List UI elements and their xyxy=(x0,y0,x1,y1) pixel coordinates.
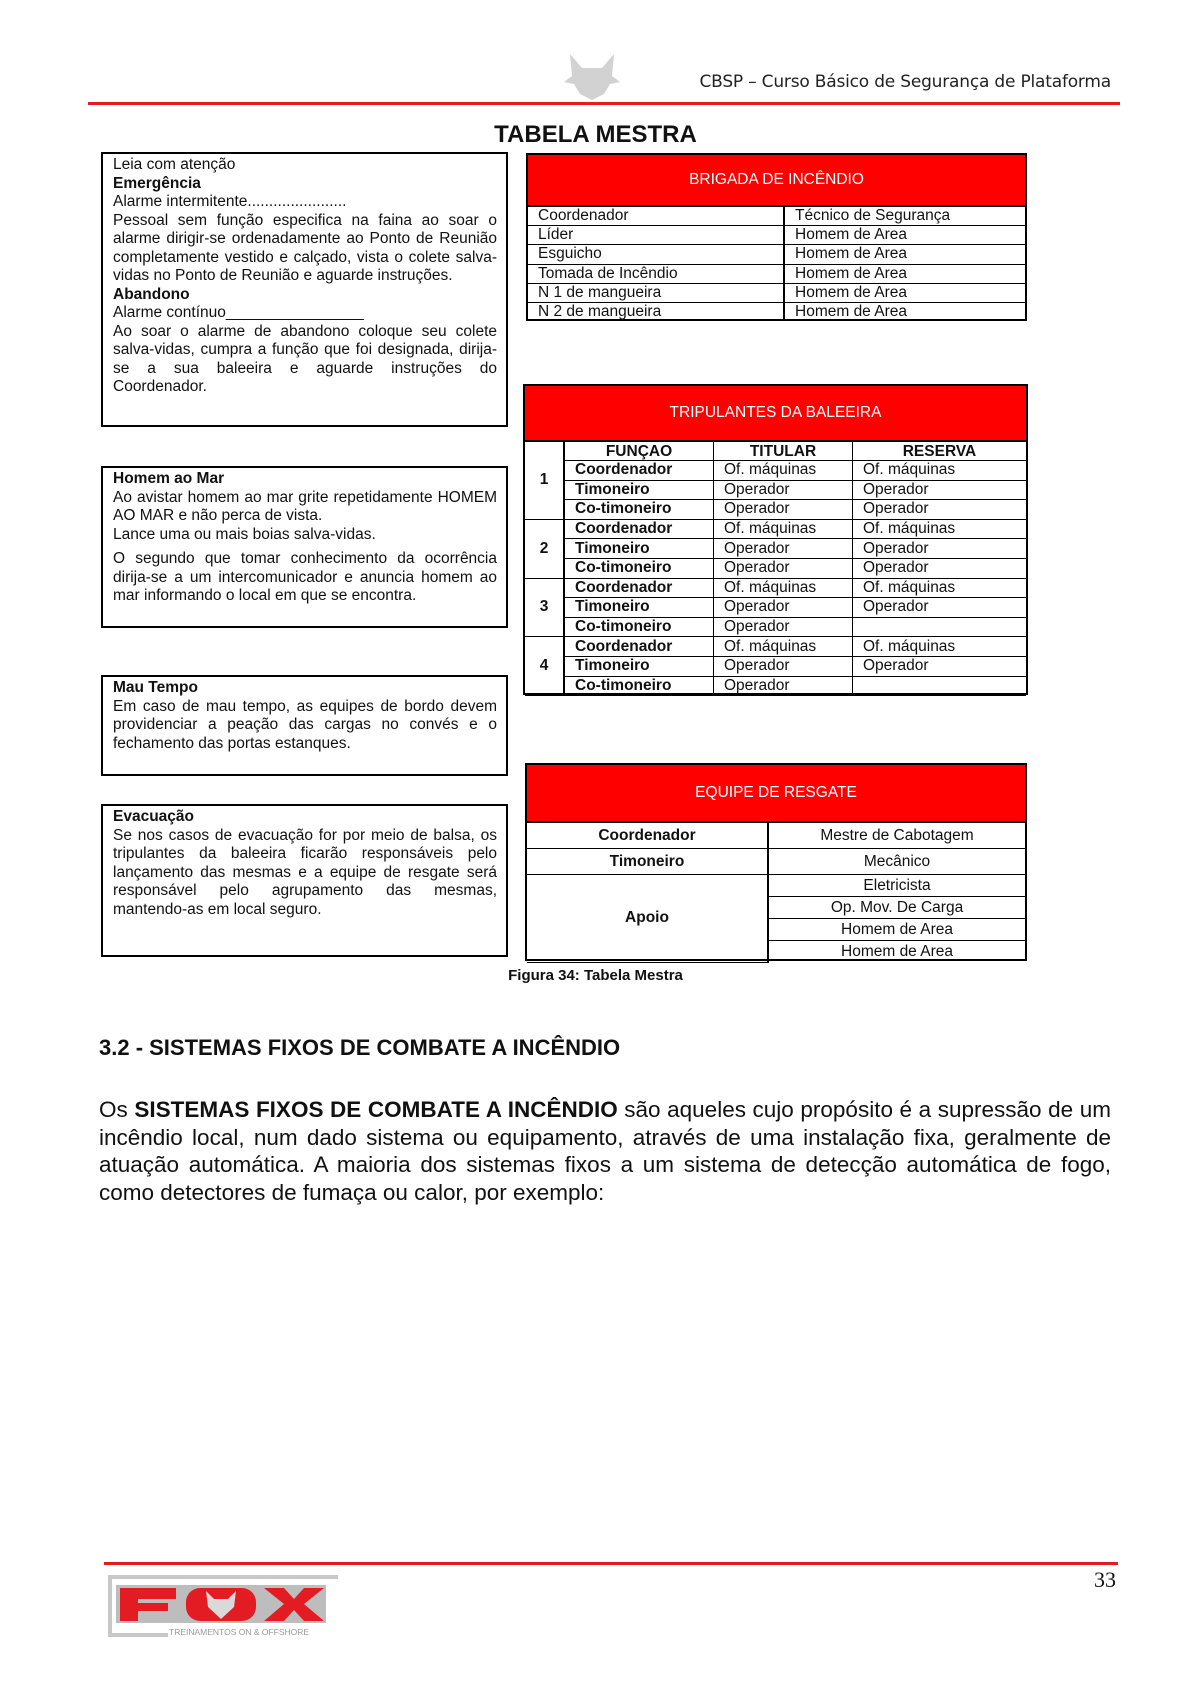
lifeboat-crew-rows xyxy=(525,442,1026,696)
man-overboard-text-3: O segundo que tomar conhecimento da ocorrência dirija-se a um intercomunicador e anuncia homem ao mar informando o local em que se encontra. xyxy=(113,550,497,604)
reserve-cell: Operador xyxy=(853,598,1027,618)
role-cell: Líder xyxy=(528,226,784,245)
titular-cell: Of. máquinas xyxy=(714,637,853,657)
support-label-cell: Apoio xyxy=(527,875,768,963)
table-row xyxy=(525,637,1026,657)
man-overboard-box xyxy=(101,466,508,628)
bad-weather-text: Em caso de mau tempo, as equipes de bordo devem providenciar a peação das cargas no convés e o fechamento das portas estanques. xyxy=(113,697,497,752)
section-title: 3.2 - SISTEMAS FIXOS DE COMBATE A INCÊNDIO xyxy=(99,1035,621,1060)
table-row xyxy=(527,849,1025,875)
abandon-alarm: Alarme contínuo________________ xyxy=(113,304,364,321)
group-number: 3 xyxy=(525,578,564,637)
function-cell: Coordenador xyxy=(564,519,714,539)
assignee-cell: Homem de Area xyxy=(784,245,1025,264)
group-number: 4 xyxy=(525,637,564,696)
titular-cell: Operador xyxy=(714,656,853,676)
header-divider xyxy=(88,102,1120,105)
reserve-cell: Of. máquinas xyxy=(853,637,1027,657)
rescue-team-rows xyxy=(527,823,1025,963)
emergency-text: Pessoal sem função especifica na faina ao soar o alarme dirigir-se ordenadamente ao Ponto de Reunião completamente vestido e calçado, vista o colete salva-vidas no Ponto de Reunião e aguarde instruções. xyxy=(113,211,497,284)
course-title: CBSP – Curso Básico de Segurança de Plataforma xyxy=(699,72,1111,92)
assignee-cell: Homem de Area xyxy=(784,264,1025,283)
group-number: 2 xyxy=(525,519,564,578)
fire-brigade-rows xyxy=(528,207,1025,321)
table-row xyxy=(527,823,1025,849)
function-cell: Co-timoneiro xyxy=(564,617,714,637)
table-row xyxy=(525,539,1026,559)
rescue-team-header: EQUIPE DE RESGATE xyxy=(527,765,1025,823)
function-cell: Timoneiro xyxy=(564,480,714,500)
support-member-cell: Eletricista xyxy=(768,875,1025,897)
man-overboard-title: Homem ao Mar xyxy=(113,470,225,487)
titular-cell: Operador xyxy=(714,500,853,520)
reserve-cell: Of. máquinas xyxy=(853,461,1027,481)
group-number: 1 xyxy=(525,442,564,519)
function-cell: Coordenador xyxy=(564,578,714,598)
fire-brigade-header: BRIGADA DE INCÊNDIO xyxy=(528,155,1025,207)
reserve-cell: Operador xyxy=(853,480,1027,500)
assignee-cell: Mecânico xyxy=(768,849,1025,875)
lifeboat-crew-header: TRIPULANTES DA BALEEIRA xyxy=(525,386,1026,442)
assignee-cell: Homem de Area xyxy=(784,283,1025,302)
bad-weather-title: Mau Tempo xyxy=(113,679,198,696)
fire-brigade-table xyxy=(526,153,1027,321)
reserve-cell: Operador xyxy=(853,656,1027,676)
function-cell: Co-timoneiro xyxy=(564,558,714,578)
reserve-cell: Of. máquinas xyxy=(853,578,1027,598)
evacuation-text: Se nos casos de evacuação for por meio de balsa, os tripulantes da baleeira ficarão responsáveis pelo lançamento das mesmas e a equipe de resgate será responsável pelo agrupamento das mesmas, mantendo-as em local seguro. xyxy=(113,826,497,918)
titular-cell: Operador xyxy=(714,676,853,696)
role-cell: Coordenador xyxy=(527,823,768,849)
table-row xyxy=(528,264,1025,283)
assignee-cell: Mestre de Cabotagem xyxy=(768,823,1025,849)
support-member-cell: Homem de Area xyxy=(768,919,1025,941)
reserve-cell: Operador xyxy=(853,539,1027,559)
table-row xyxy=(528,207,1025,226)
logo-tagline: TREINAMENTOS ON & OFFSHORE xyxy=(169,1627,310,1637)
table-row xyxy=(525,578,1026,598)
abandon-title: Abandono xyxy=(113,285,190,303)
function-cell: Coordenador xyxy=(564,637,714,657)
reserve-cell: Of. máquinas xyxy=(853,519,1027,539)
man-overboard-text-2: Lance uma ou mais boias salva-vidas. xyxy=(113,525,376,543)
function-cell: Timoneiro xyxy=(564,539,714,559)
role-cell: Timoneiro xyxy=(527,849,768,875)
emergency-alarm: Alarme intermitente....................... xyxy=(113,193,347,210)
lifeboat-crew-table xyxy=(523,384,1028,695)
table-row xyxy=(525,558,1026,578)
role-cell: N 2 de mangueira xyxy=(528,302,784,321)
figure-caption: Figura 34: Tabela Mestra xyxy=(508,967,683,984)
titular-cell: Of. máquinas xyxy=(714,461,853,481)
table-row xyxy=(528,245,1025,264)
table-row xyxy=(528,226,1025,245)
role-cell: Tomada de Incêndio xyxy=(528,264,784,283)
titular-cell: Operador xyxy=(714,558,853,578)
rescue-team-table xyxy=(525,763,1027,961)
abandon-text: Ao soar o alarme de abandono coloque seu colete salva-vidas, cumpra a função que foi designada, dirija-se a sua baleeira e aguarde instruções do Coordenador. xyxy=(113,322,497,395)
titular-cell: Operador xyxy=(714,598,853,618)
bad-weather-box xyxy=(101,675,508,776)
table-row xyxy=(528,283,1025,302)
column-header: TITULAR xyxy=(714,442,853,461)
role-cell: N 1 de mangueira xyxy=(528,283,784,302)
table-row xyxy=(525,500,1026,520)
assignee-cell: Homem de Area xyxy=(784,302,1025,321)
function-cell: Co-timoneiro xyxy=(564,676,714,696)
titular-cell: Of. máquinas xyxy=(714,519,853,539)
support-member-cell: Homem de Area xyxy=(768,941,1025,963)
column-header: RESERVA xyxy=(853,442,1027,461)
table-row xyxy=(525,461,1026,481)
column-header: FUNÇAO xyxy=(564,442,714,461)
intro-text: Leia com atenção xyxy=(113,156,236,173)
table-row xyxy=(525,598,1026,618)
function-cell: Timoneiro xyxy=(564,656,714,676)
man-overboard-text-1: Ao avistar homem ao mar grite repetidamente HOMEM AO MAR e não perca de vista. xyxy=(113,488,497,524)
para-start: Os xyxy=(99,1097,135,1122)
table-row xyxy=(527,875,1025,897)
reserve-cell xyxy=(853,617,1027,637)
assignee-cell: Homem de Area xyxy=(784,226,1025,245)
titular-cell: Operador xyxy=(714,617,853,637)
role-cell: Esguicho xyxy=(528,245,784,264)
body-paragraph xyxy=(99,1096,1111,1206)
para-bold: SISTEMAS FIXOS DE COMBATE A INCÊNDIO xyxy=(134,1097,618,1122)
emergency-box xyxy=(101,152,508,427)
emergency-title: Emergência xyxy=(113,174,201,192)
reserve-cell xyxy=(853,676,1027,696)
reserve-cell: Operador xyxy=(853,558,1027,578)
para-rest: são aqueles cujo propósito é a supressão de um incêndio local, num dado sistema ou equipamento, através de uma instalação fixa, geralmente de atuação automática. A maioria dos sistemas fixos a um sistema de detecção automática de fogo, como detectores de fumaça ou calor, por exemplo: xyxy=(99,1097,1111,1205)
assignee-cell: Técnico de Segurança xyxy=(784,207,1025,226)
page-number: 33 xyxy=(1094,1567,1116,1592)
titular-cell: Of. máquinas xyxy=(714,578,853,598)
evacuation-box xyxy=(101,804,508,957)
footer-divider xyxy=(104,1562,1118,1565)
table-row xyxy=(525,676,1026,696)
evacuation-title: Evacuação xyxy=(113,808,194,825)
table-row xyxy=(528,302,1025,321)
function-cell: Timoneiro xyxy=(564,598,714,618)
role-cell: Coordenador xyxy=(528,207,784,226)
table-row xyxy=(525,656,1026,676)
table-row xyxy=(525,617,1026,637)
titular-cell: Operador xyxy=(714,539,853,559)
fox-logo xyxy=(106,1571,342,1639)
titular-cell: Operador xyxy=(714,480,853,500)
reserve-cell: Operador xyxy=(853,500,1027,520)
function-cell: Coordenador xyxy=(564,461,714,481)
fox-head-icon xyxy=(560,50,624,100)
main-title: TABELA MESTRA xyxy=(494,121,697,148)
support-member-cell: Op. Mov. De Carga xyxy=(768,897,1025,919)
function-cell: Co-timoneiro xyxy=(564,500,714,520)
header-row xyxy=(525,442,1026,461)
table-row xyxy=(525,480,1026,500)
table-row xyxy=(525,519,1026,539)
